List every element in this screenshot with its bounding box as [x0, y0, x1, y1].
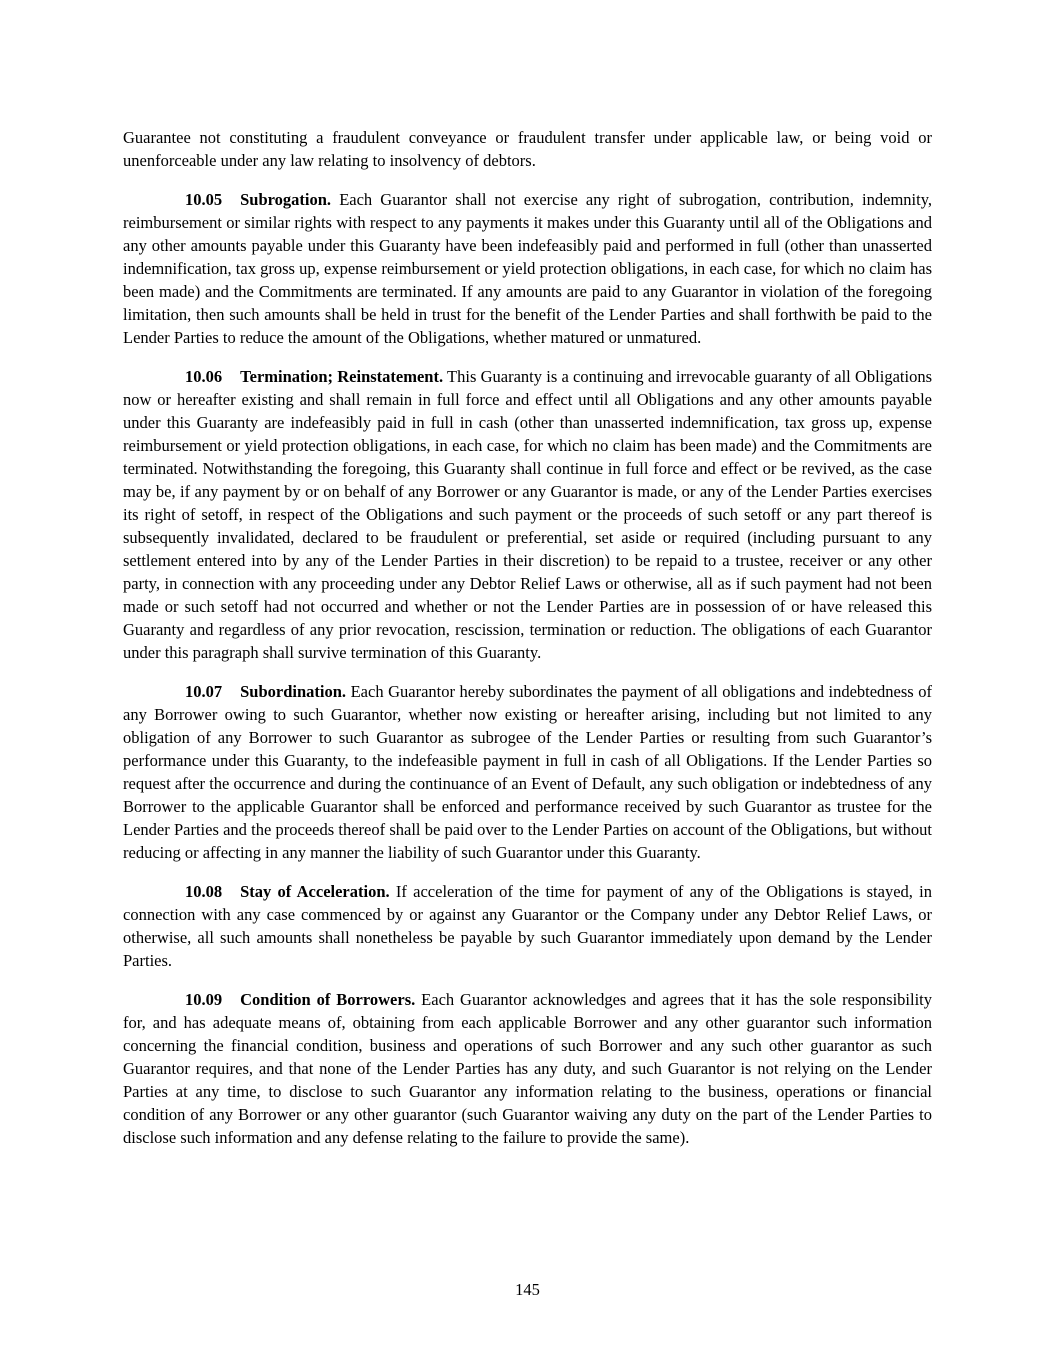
section-body: Each Guarantor hereby subordinates the payment of all obligations and indebtedness of any Borrower owing to such Guarantor, whether now existing or hereafter arising, including but not limited to any obligation of any Borrower to such Guarantor as subrogee of the Lender Parties or resulting from such Guarantor’s performance under this Guaranty, to the indefeasible payment in full in cash of all Obligations. If the Lender Parties so request after the occurrence and during the continuance of an Event of Default, any such obligation or indebtedness of any Borrower to the applicable Guarantor shall be enforced and performance received by such Guarantor as trustee for the Lender Parties and the proceeds thereof shall be paid over to the Lender Parties on account of the Obligations, but without reducing or affecting in any manner the liability of such Guarantor under this Guaranty. — [123, 682, 933, 862]
section-number: 10.05 — [185, 190, 223, 209]
section-10-09 — [123, 988, 932, 1149]
section-number: 10.08 — [185, 882, 223, 901]
section-title: Condition of Borrowers. — [240, 990, 416, 1009]
section-number: 10.06 — [185, 367, 223, 386]
section-10-06 — [123, 365, 932, 664]
section-10-08 — [123, 880, 932, 972]
section-number: 10.07 — [185, 682, 223, 701]
section-body: This Guaranty is a continuing and irrevocable guaranty of all Obligations now or hereafter existing and shall remain in full force and effect until all Obligations and any other amounts payable under this Guaranty are indefeasibly paid in full in cash (other than unasserted indemnification, tax gross up, expense reimbursement or yield protection obligations, in each case, for which no claim has been made) and the Commitments are terminated. Notwithstanding the foregoing, this Guaranty shall continue in full force and effect or be revived, as the case may be, if any payment by or on behalf of any Borrower or any Guarantor is made, or any of the Lender Parties exercises its right of setoff, in respect of the Obligations and such payment or the proceeds of such setoff or any part thereof is subsequently invalidated, declared to be fraudulent or preferential, set aside or required (including pursuant to any settlement entered into by any of the Lender Parties in their discretion) to be repaid to a trustee, receiver or any other party, in connection with any proceeding under any Debtor Relief Laws or otherwise, all as if such payment had not been made or such setoff had not occurred and whether or not the Lender Parties are in possession of or have released this Guaranty and regardless of any prior revocation, rescission, termination or reduction. The obligations of each Guarantor under this paragraph shall survive termination of this Guaranty. — [123, 367, 932, 662]
section-body: Each Guarantor acknowledges and agrees that it has the sole responsibility for, and has adequate means of, obtaining from each applicable Borrower and any other guarantor such information concerning the financial condition, business and operations of such Borrower and any such other guarantor as such Guarantor requires, and that none of the Lender Parties has any duty, and such Guarantor is not relying on the Lender Parties at any time, to disclose to such Guarantor any information relating to the business, operations or financial condition of any Borrower or any other guarantor (such Guarantor waiving any duty on the part of the Lender Parties to disclose such information and any defense relating to the failure to provide the same). — [123, 990, 932, 1147]
section-title: Subrogation. — [240, 190, 332, 209]
section-number: 10.09 — [185, 990, 223, 1009]
section-body: Each Guarantor shall not exercise any right of subrogation, contribution, indemnity, reimbursement or similar rights with respect to any payments it makes under this Guaranty until all of the Obligations and any other amounts payable under this Guaranty have been indefeasibly paid and performed in full (other than unasserted indemnification, tax gross up, expense reimbursement or yield protection obligations, in each case, for which no claim has been made) and the Commitments are terminated. If any amounts are paid to any Guarantor in violation of the foregoing limitation, then such amounts shall be held in trust for the benefit of the Lender Parties and shall forthwith be paid to the Lender Parties to reduce the amount of the Obligations, whether matured or unmatured. — [123, 190, 932, 347]
continuation-paragraph — [123, 126, 932, 172]
section-title: Stay of Acceleration. — [240, 882, 390, 901]
section-title: Termination; Reinstatement. — [240, 367, 444, 386]
section-10-07 — [123, 680, 932, 864]
section-body: If acceleration of the time for payment of any of the Obligations is stayed, in connection with any case commenced by or against any Guarantor or the Company under any Debtor Relief Laws, or otherwise, all such amounts shall nonetheless be payable by such Guarantor immediately upon demand by the Lender Parties. — [123, 882, 933, 970]
section-title: Subordination. — [240, 682, 347, 701]
continuation-paragraph-text: Guarantee not constituting a fraudulent conveyance or fraudulent transfer under applicable law, or being void or unenforceable under any law relating to insolvency of debtors. — [123, 128, 932, 170]
section-10-05 — [123, 188, 932, 349]
page-number: 145 — [515, 1280, 540, 1299]
